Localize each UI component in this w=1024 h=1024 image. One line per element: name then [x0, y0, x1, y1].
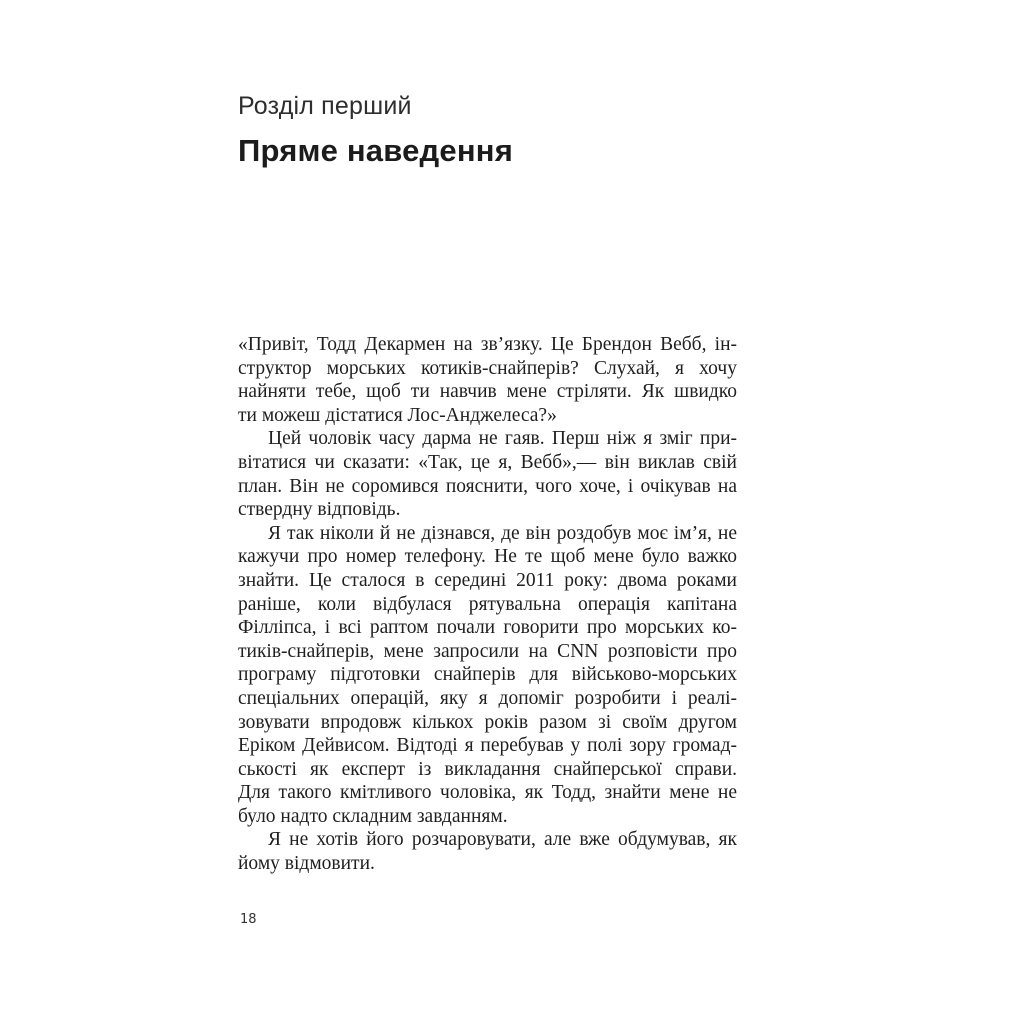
- text-line: ськості як експерт із викладання снайперської справи.: [238, 758, 737, 780]
- text-line: ствердну відповідь.: [238, 499, 401, 521]
- chapter-title: Пряме наведення: [238, 133, 513, 168]
- text-line: тиків-снайперів, мене запросили на CNN розповісти про: [238, 640, 737, 662]
- text-line: Філліпса, і всі раптом почали говорити про морських ко-: [238, 617, 737, 639]
- body-text: [238, 333, 737, 876]
- text-line: знайти. Це сталося в середині 2011 року: двома роками: [238, 569, 737, 591]
- chapter-label: Розділ перший: [238, 92, 412, 120]
- text-line: план. Він не соромився пояснити, чого хоче, і очікував на: [238, 475, 737, 497]
- page-number: 18: [240, 912, 257, 927]
- paragraph: [238, 427, 737, 521]
- text-line: спеціальних операцій, яку я допоміг розробити і реалі-: [238, 687, 737, 709]
- paragraph: [238, 522, 737, 829]
- text-line: ти можеш дістатися Лос-Анджелеса?»: [238, 404, 557, 426]
- text-line: кажучи про номер телефону. Не те щоб мене було важко: [238, 546, 737, 568]
- text-line: було надто складним завданням.: [238, 805, 508, 827]
- text-line: Я так ніколи й не дізнався, де він роздобув моє ім’я, не: [268, 522, 737, 544]
- text-line: вітатися чи сказати: «Так, це я, Вебб»,— він виклав свій: [238, 451, 737, 473]
- text-line: раніше, коли відбулася рятувальна операція капітана: [238, 593, 737, 615]
- text-line: Для такого кмітливого чоловіка, як Тодд, знайти мене не: [238, 782, 737, 804]
- paragraph: [238, 333, 737, 427]
- text-line: Я не хотів його розчаровувати, але вже обдумував, як: [268, 829, 737, 851]
- text-line: йому відмовити.: [238, 853, 375, 875]
- paragraph: [238, 828, 737, 875]
- text-line: Цей чоловік часу дарма не гаяв. Перш ніж я зміг при-: [268, 428, 737, 450]
- text-line: найняти тебе, щоб ти навчив мене стріляти. Як швидко: [238, 381, 737, 403]
- text-line: «Привіт, Тодд Декармен на зв’язку. Це Брендон Вебб, ін-: [238, 334, 737, 355]
- text-line: Еріком Дейвисом. Відтоді я перебував у полі зору громад-: [238, 735, 737, 757]
- text-line: зовувати впродовж кількох років разом зі своїм другом: [238, 711, 737, 733]
- text-line: структор морських котиків-снайперів? Слухай, я хочу: [238, 357, 737, 379]
- text-line: програму підготовки снайперів для військово-морських: [238, 664, 737, 686]
